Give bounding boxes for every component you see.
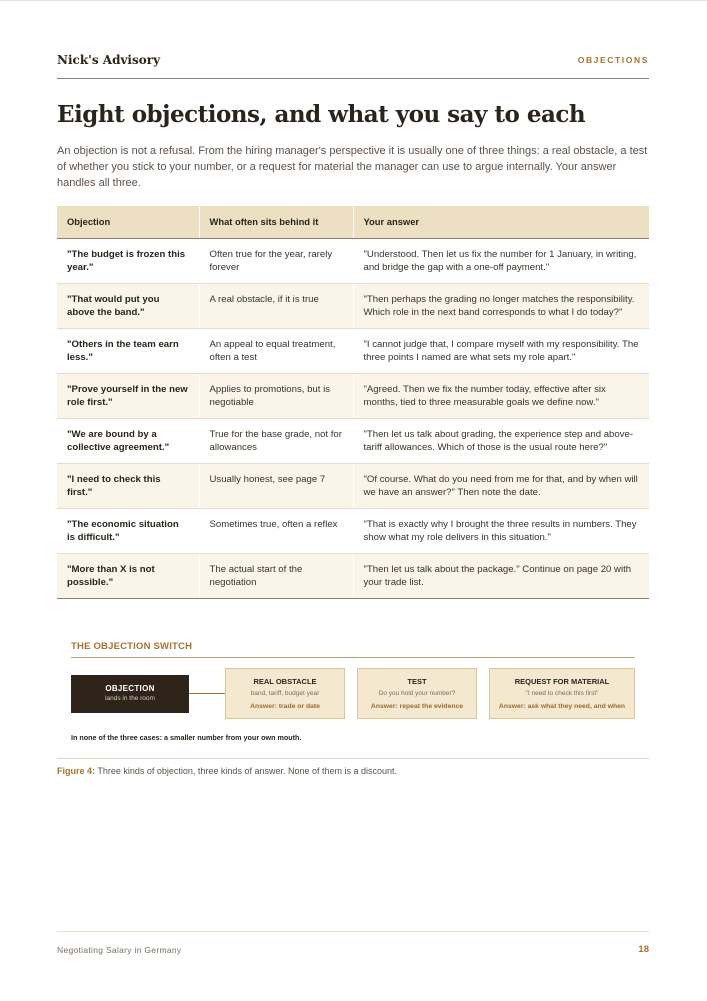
answer-cell: "Of course. What do you need from me for that, and by when will we have an answer?" Then note the date. bbox=[353, 463, 649, 508]
column-header-answer: Your answer bbox=[353, 206, 649, 238]
column-header-behind: What often sits behind it bbox=[199, 206, 353, 238]
page-footer bbox=[57, 931, 649, 955]
category-subtitle: Do you hold your number? bbox=[378, 690, 456, 697]
table-header-row bbox=[57, 206, 649, 238]
category-box-real-obstacle bbox=[225, 668, 345, 719]
behind-cell: Applies to promotions, but is negotiable bbox=[199, 373, 353, 418]
answer-cell: "Then let us talk about grading, the experience step and above-tariff allowances. Which of those is the usual route here?" bbox=[353, 418, 649, 463]
table-row bbox=[57, 553, 649, 598]
category-answer: Answer: ask what they need, and when bbox=[498, 703, 626, 710]
table-row bbox=[57, 508, 649, 553]
answer-cell: "Agreed. Then we fix the number today, effective after six months, tied to three measurable goals we define now." bbox=[353, 373, 649, 418]
objections-table bbox=[57, 206, 649, 599]
page-number: 18 bbox=[638, 944, 649, 955]
category-answer: Answer: repeat the evidence bbox=[370, 703, 464, 710]
diagram-note: In none of the three cases: a smaller number from your own mouth. bbox=[71, 733, 302, 742]
source-box-title: OBJECTION bbox=[105, 684, 155, 693]
objection-cell: "Others in the team earn less." bbox=[57, 328, 199, 373]
behind-cell: Sometimes true, often a reflex bbox=[199, 508, 353, 553]
objection-cell: "The economic situation is difficult." bbox=[57, 508, 199, 553]
figure-caption-text: Three kinds of objection, three kinds of answer. None of them is a discount. bbox=[97, 766, 398, 776]
table-row bbox=[57, 463, 649, 508]
table-row bbox=[57, 283, 649, 328]
table-row bbox=[57, 418, 649, 463]
behind-cell: Usually honest, see page 7 bbox=[199, 463, 353, 508]
objection-cell: "Prove yourself in the new role first." bbox=[57, 373, 199, 418]
diagram-divider bbox=[71, 657, 635, 658]
answer-cell: "I cannot judge that, I compare myself with my responsibility. The three points I named are what sets my role apart." bbox=[353, 328, 649, 373]
objection-cell: "We are bound by a collective agreement." bbox=[57, 418, 199, 463]
category-subtitle: "I need to check this first" bbox=[525, 690, 599, 697]
objection-cell: "More than X is not possible." bbox=[57, 553, 199, 598]
table-row bbox=[57, 238, 649, 283]
category-answer: Answer: trade or date bbox=[250, 703, 320, 710]
behind-cell: True for the base grade, not for allowances bbox=[199, 418, 353, 463]
objection-switch-diagram bbox=[57, 626, 649, 759]
diagram-title: THE OBJECTION SWITCH bbox=[71, 641, 193, 652]
source-box bbox=[71, 675, 189, 713]
objection-cell: "The budget is frozen this year." bbox=[57, 238, 199, 283]
behind-cell: An appeal to equal treatment, often a test bbox=[199, 328, 353, 373]
behind-cell: A real obstacle, if it is true bbox=[199, 283, 353, 328]
section-tag: OBJECTIONS bbox=[577, 55, 649, 65]
category-title: TEST bbox=[407, 677, 427, 686]
brand-name: Nick's Advisory bbox=[57, 53, 161, 67]
category-title: REQUEST FOR MATERIAL bbox=[514, 677, 610, 686]
behind-cell: Often true for the year, rarely forever bbox=[199, 238, 353, 283]
answer-cell: "Then let us talk about the package." Continue on page 20 with your trade list. bbox=[353, 553, 649, 598]
objection-cell: "I need to check this first." bbox=[57, 463, 199, 508]
table-row bbox=[57, 328, 649, 373]
source-box-subtitle: lands in the room bbox=[105, 695, 155, 702]
objection-cell: "That would put you above the band." bbox=[57, 283, 199, 328]
page-title: Eight objections, and what you say to each bbox=[57, 101, 586, 128]
footer-book-title: Negotiating Salary in Germany bbox=[57, 945, 182, 955]
answer-cell: "That is exactly why I brought the three results in numbers. They show what my role delivers in this situation." bbox=[353, 508, 649, 553]
category-title: REAL OBSTACLE bbox=[253, 677, 317, 686]
answer-cell: "Understood. Then let us fix the number for 1 January, in writing, and bridge the gap with a one-off payment." bbox=[353, 238, 649, 283]
column-header-objection: Objection bbox=[57, 206, 199, 238]
intro-paragraph: An objection is not a refusal. From the hiring manager's perspective it is usually one of three things: a real obstacle, a test of whether you stick to your number, or a request for material the manager can use to argue internally. Your answer handles all three. bbox=[57, 145, 648, 189]
table-row bbox=[57, 373, 649, 418]
behind-cell: The actual start of the negotiation bbox=[199, 553, 353, 598]
page-header bbox=[57, 53, 649, 79]
connector-line bbox=[189, 693, 225, 694]
category-box-test bbox=[357, 668, 477, 719]
answer-cell: "Then perhaps the grading no longer matches the responsibility. Which role in the next band corresponds to what I do today?" bbox=[353, 283, 649, 328]
category-subtitle: band, tariff, budget year bbox=[250, 690, 320, 697]
figure-caption-label: Figure 4: bbox=[57, 766, 96, 776]
figure-caption bbox=[57, 766, 397, 776]
category-box-request-for-material bbox=[489, 668, 635, 719]
